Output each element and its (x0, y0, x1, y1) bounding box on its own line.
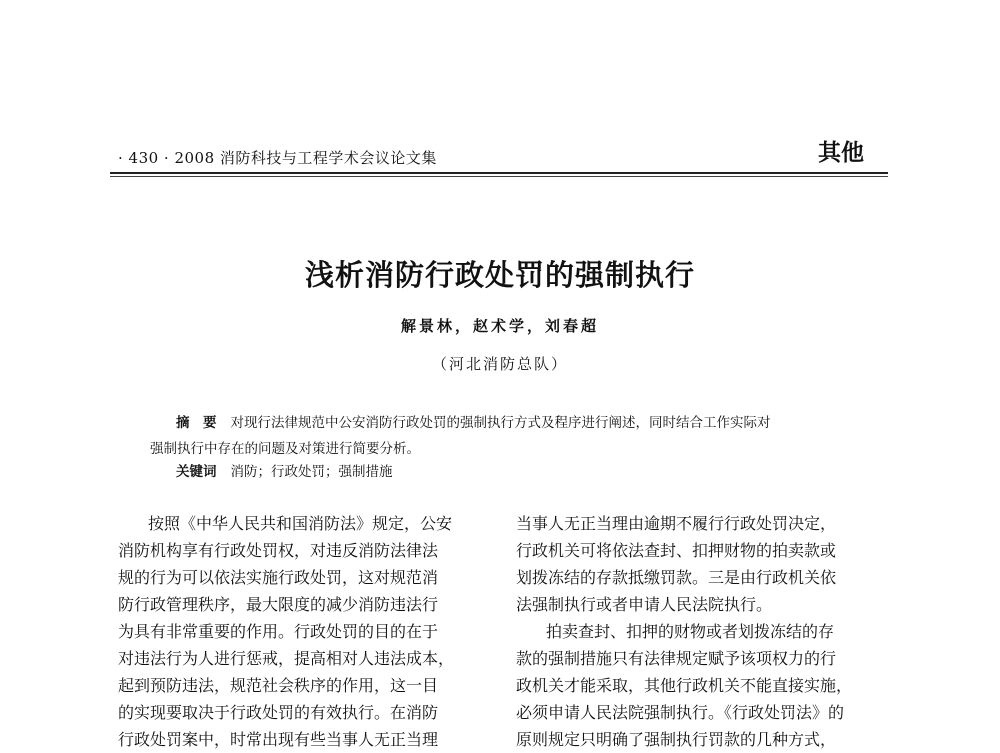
body-line: 拍卖查封、扣押的财物或者划拨冻结的存 (546, 622, 835, 641)
body-line: 为具有非常重要的作用。行政处罚的目的在于 (118, 622, 439, 641)
body-line: 划拨冻结的存款抵缴罚款。三是由行政机关依 (516, 568, 837, 587)
body-line: 款的强制措施只有法律规定赋予该项权力的行 (516, 649, 837, 668)
body-column-right (516, 510, 888, 753)
article-title: 浅析消防行政处罚的强制执行 (304, 258, 695, 292)
body-line: 行政机关可将依法查封、扣押财物的拍卖款或 (516, 541, 837, 560)
body-line: 消防机构享有行政处罚权，对违反消防法律法 (118, 541, 439, 560)
article-affiliation: （河北消防总队） (431, 355, 568, 373)
abstract-label: 摘 要 (176, 415, 217, 431)
running-header: · 430 · 2008 消防科技与工程学术会议论文集 (118, 149, 437, 167)
body-line: 按照《中华人民共和国消防法》规定，公安 (148, 514, 453, 533)
keywords (176, 460, 393, 480)
abstract-first-line (176, 411, 771, 431)
keywords-label: 关键词 (176, 464, 217, 480)
abstract-text-2: 强制执行中存在的问题及对策进行简要分析。 (150, 441, 420, 457)
body-line: 原则规定只明确了强制执行罚款的几种方式， (516, 730, 837, 749)
body-line: 行政处罚案中，时常出现有些当事人无正当理 (118, 730, 439, 749)
body-line: 起到预防违法，规范社会秩序的作用，这一目 (118, 676, 439, 695)
keywords-text: 消防；行政处罚；强制措施 (230, 464, 393, 480)
header-rule-thin (110, 176, 888, 177)
body-line: 法强制执行或者申请人民法院执行。 (516, 595, 773, 614)
header-rule-thick (110, 172, 888, 174)
body-line: 政机关才能采取，其他行政机关不能直接实施， (516, 676, 853, 695)
body-line: 对违法行为人进行惩戒，提高相对人违法成本， (118, 649, 455, 668)
body-column-left (118, 510, 490, 753)
section-label: 其他 (818, 140, 864, 166)
abstract-text-1: 对现行法律规范中公安消防行政处罚的强制执行方式及程序进行阐述，同时结合工作实际对 (230, 415, 771, 431)
body-line: 当事人无正当理由逾期不履行行政处罚决定， (516, 514, 837, 533)
body-line: 防行政管理秩序，最大限度的减少消防违法行 (118, 595, 439, 614)
body-line: 必须申请人民法院强制执行。《行政处罚法》的 (516, 703, 845, 722)
article-authors: 解景林，赵术学，刘春超 (400, 317, 599, 335)
body-line: 的实现要取决于行政处罚的有效执行。在消防 (118, 703, 439, 722)
body-line: 规的行为可以依法实施行政处罚，这对规范消 (118, 568, 439, 587)
